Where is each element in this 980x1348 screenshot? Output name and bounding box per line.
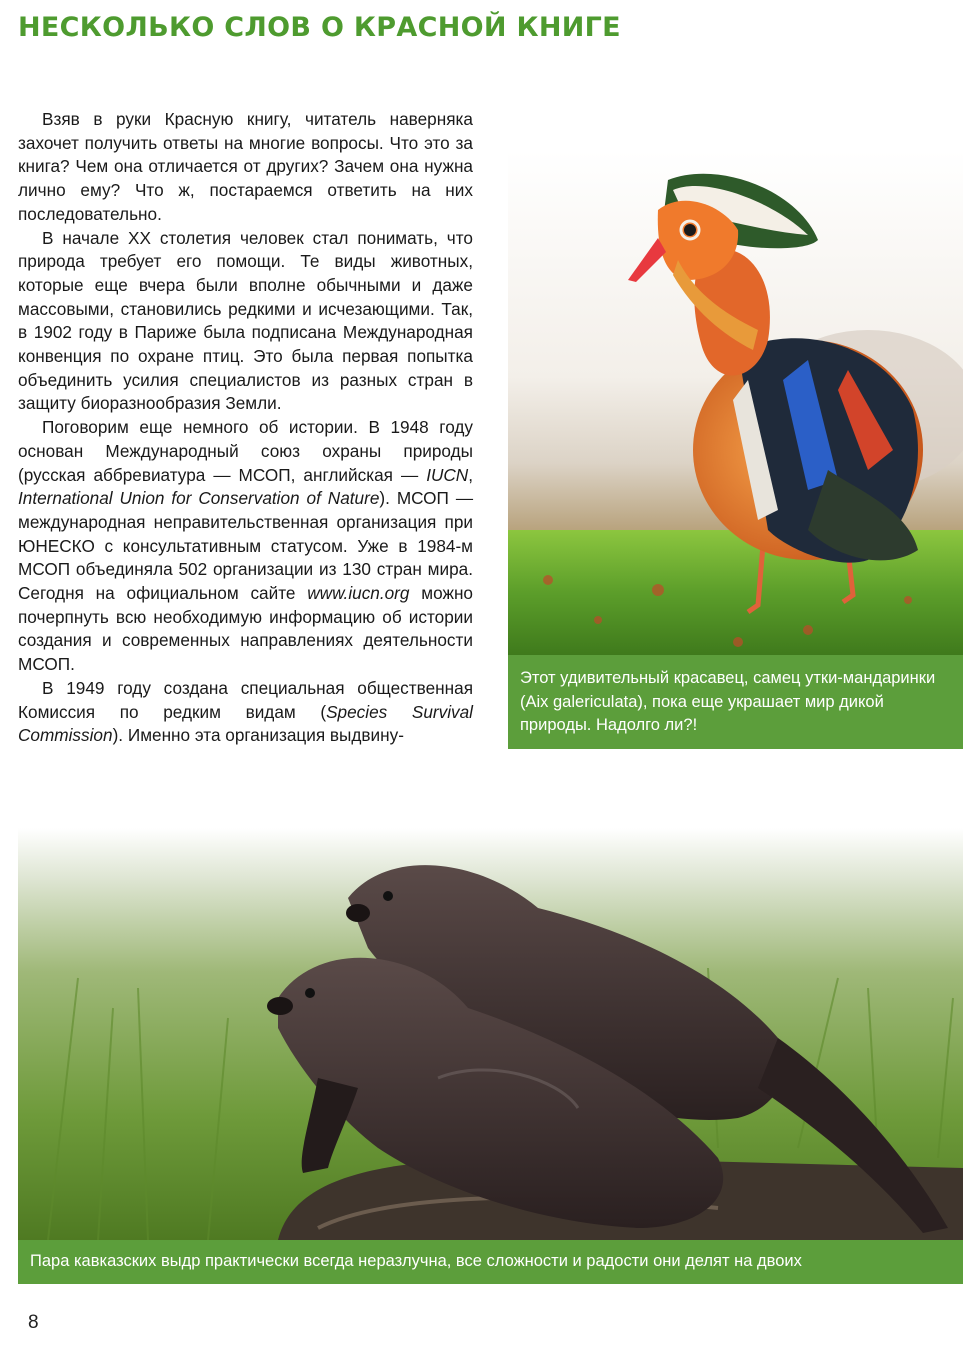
otters-photo-caption: Пара кавказских выдр практически всегда неразлучна, все сложности и радости они делят на двоих [18,1240,963,1284]
otters-photo [18,828,963,1240]
article-body [18,108,473,748]
iucn-abbr: IUCN [426,464,469,485]
text-run: ). Именно эта организация выдвину- [112,725,404,746]
ssc-name: Species Survival Commission [18,701,473,746]
iucn-full-name: International Union for Conservation of Nature [18,488,380,509]
text-run: В 1949 году создана специальная общественная Комиссия по редким видам ( [18,677,473,722]
paragraph-1: Взяв в руки Красную книгу, читатель наверняка захочет получить ответы на многие вопросы. Что это за книга? Чем она отличается от других? Зачем она нужна лично ему? Что ж, постараемся ответить на них последовательно. [18,109,473,224]
duck-photo-caption: Этот удивительный красавец, самец утки-мандаринки (Aix galericulata), пока еще украшает мир дикой природы. Надолго ли?! [508,655,963,749]
text-run: ). МСОП — международная неправительственная организация при ЮНЕСКО с консультативным статусом. Уже в 1984-м МСОП объединяла 502 организации из 130 стран мира. Сегодня на официальном сайте [18,488,474,604]
text-run: , [468,464,473,485]
text-run: Поговорим еще немного об истории. В 1948 году основан Международный союз охраны природы (русская аббревиатура — МСОП, английская — [18,417,473,485]
paragraph-4 [18,677,473,748]
paragraph-3 [18,416,473,677]
page-title: НЕСКОЛЬКО СЛОВ О КРАСНОЙ КНИГЕ [18,12,621,43]
paragraph-2: В начале XX столетия человек стал понимать, что природа требует его помощи. Те виды животных, которые еще вчера были вполне обычными и даже массовыми, становились редкими и исчезающими. Так, в 1902 году в Париже была подписана Международная конвенция по охране птиц. Это была первая попытка объединить усилия специалистов из разных стран в защиту биоразнообразия Земли. [18,227,473,414]
mandarin-duck-photo [508,150,963,655]
text-run: можно почерпнуть всю необходимую информацию об истории создания и современных направлениях деятельности МСОП. [18,583,473,675]
page-number: 8 [28,1312,39,1333]
iucn-url: www.iucn.org [307,583,410,604]
